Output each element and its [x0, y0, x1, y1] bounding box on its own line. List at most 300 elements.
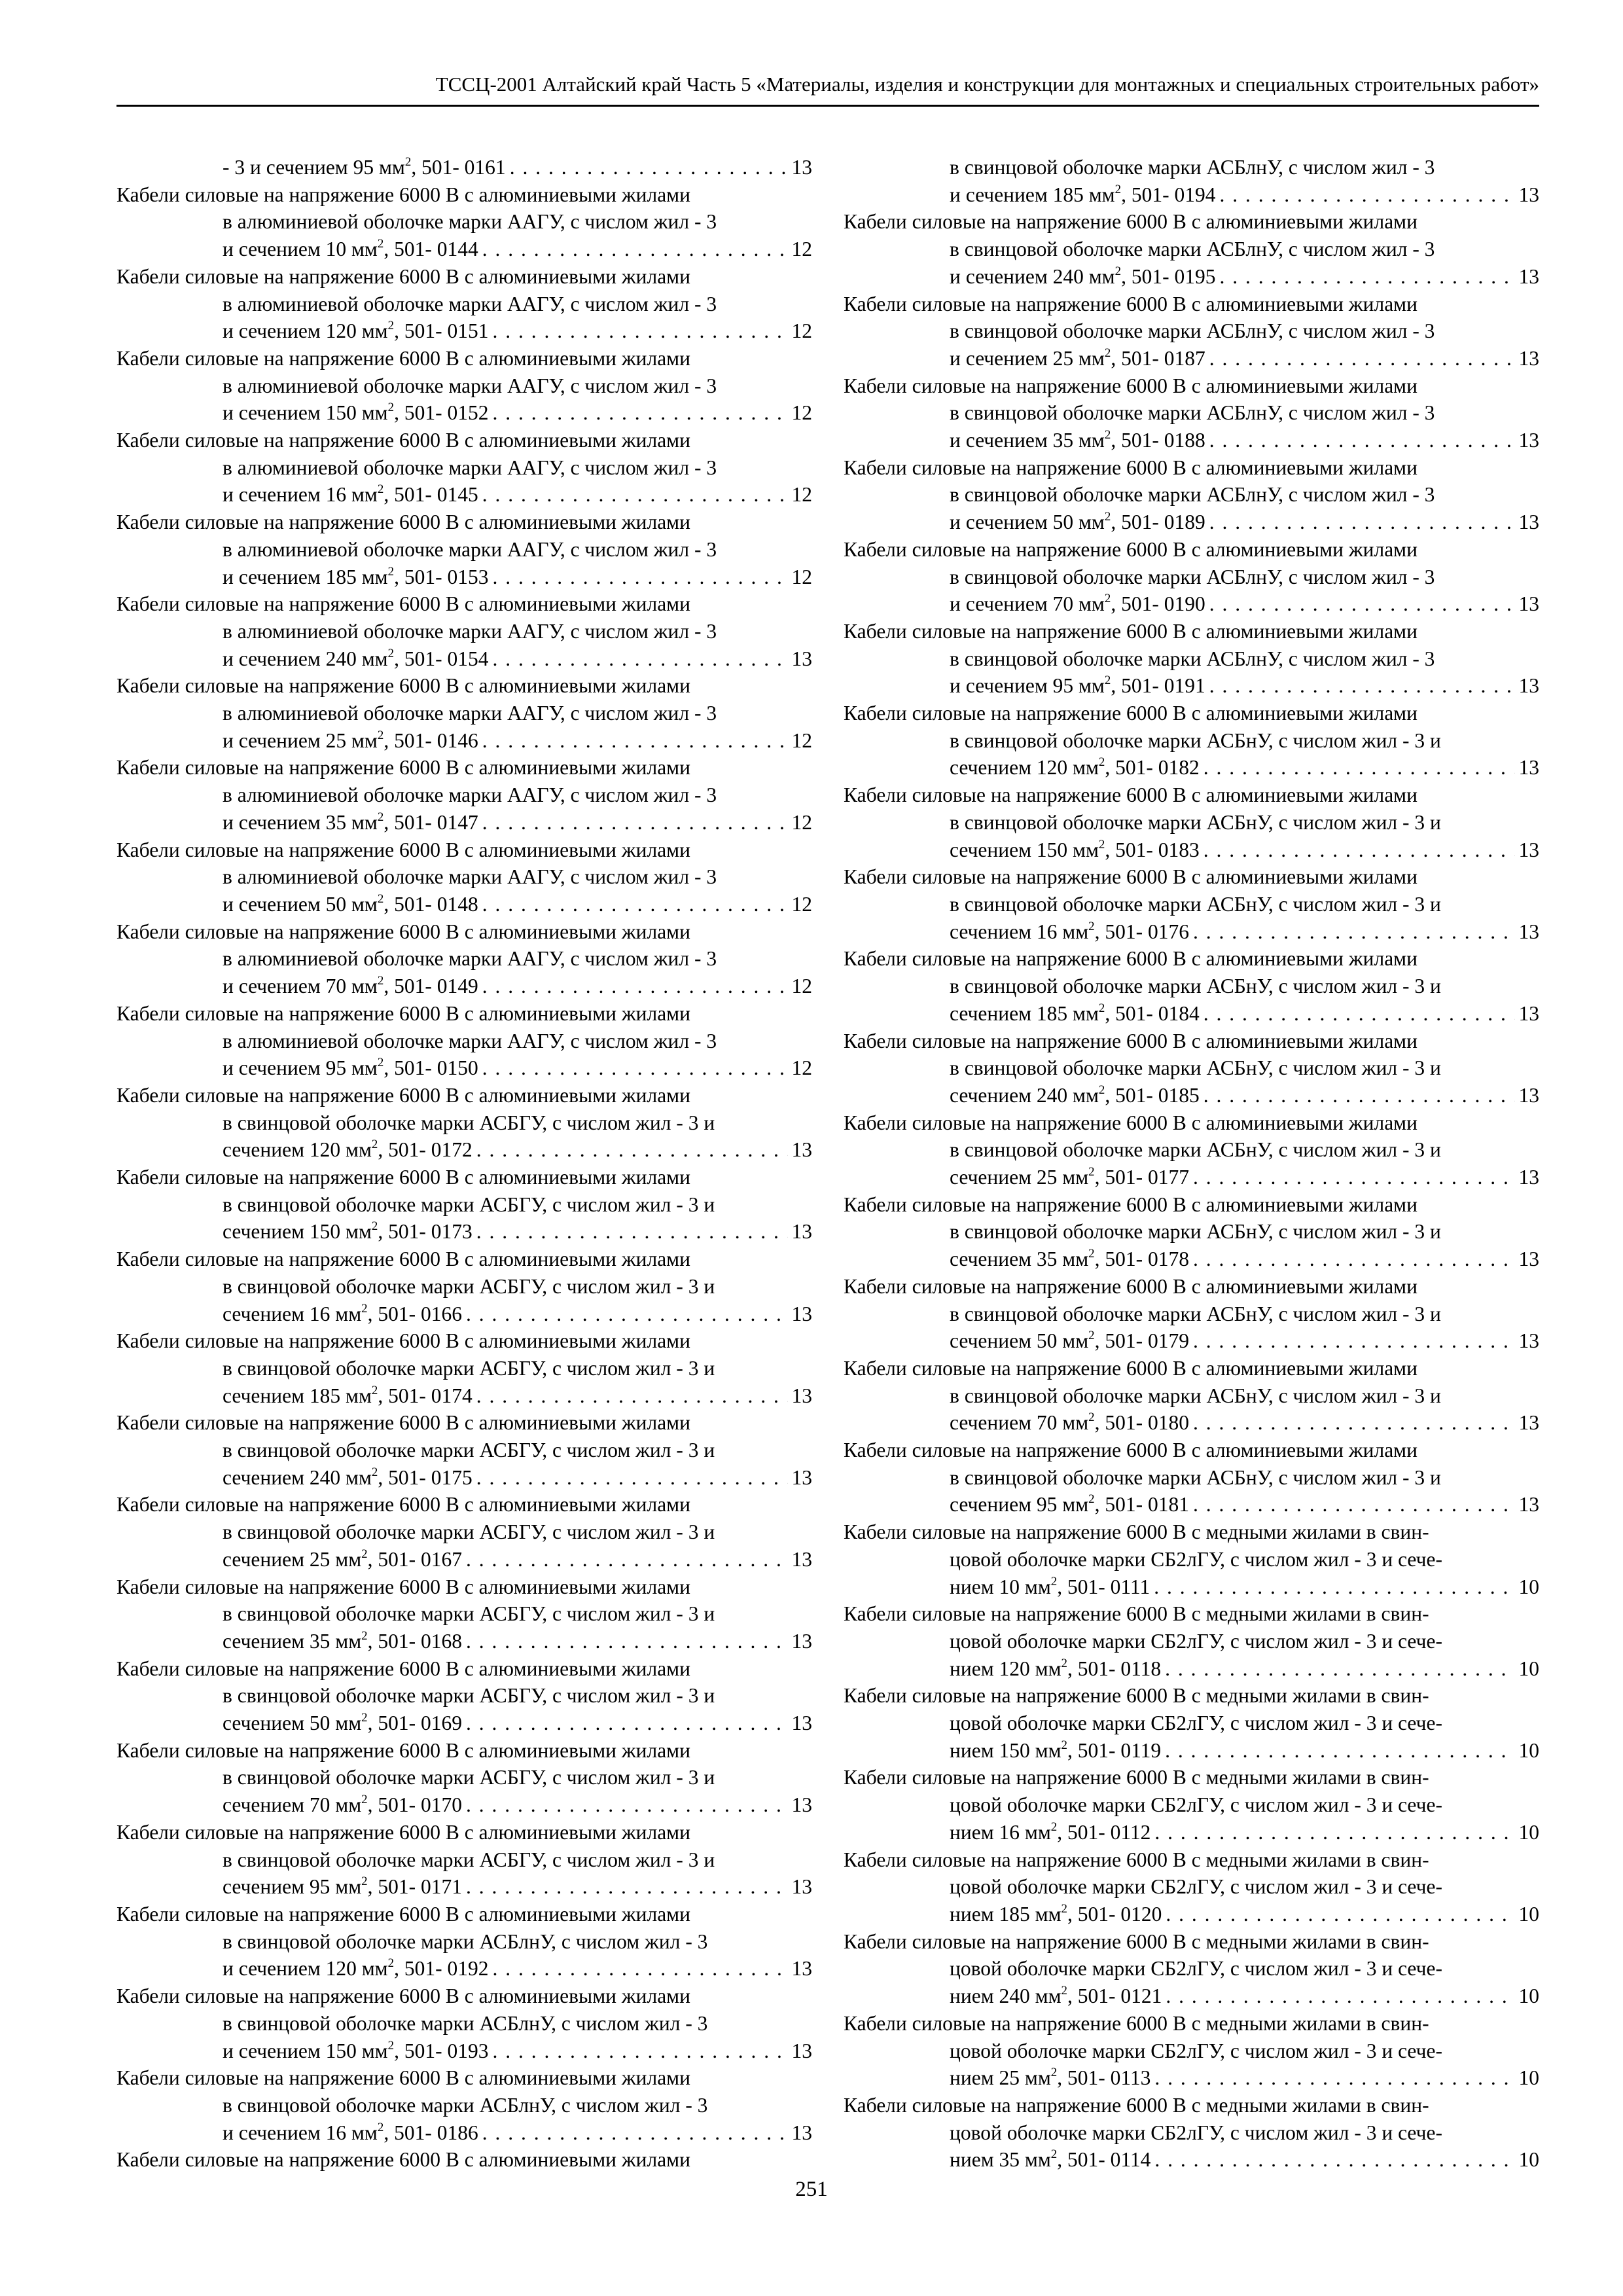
cross-section-text: нием 240 мм [950, 1984, 1061, 2008]
index-entry-text [223, 1873, 462, 1901]
unit-superscript: 2 [377, 810, 384, 824]
index-entry-text [950, 181, 1215, 209]
cross-section-text: нием 185 мм [950, 1903, 1061, 1926]
cross-section-text: и сечением 95 мм [223, 1056, 378, 1080]
index-entry-line: Кабели силовые на напряжение 6000 В с алюминиевыми жилами [116, 1001, 690, 1025]
index-entry [844, 1764, 1539, 1846]
dot-leader [1209, 590, 1515, 618]
index-entry-line: Кабели силовые на напряжение 6000 В с алюминиевыми жилами [116, 1657, 690, 1680]
item-code: , 501- 0154 [394, 647, 489, 670]
page-reference: 13 [1518, 1247, 1539, 1271]
index-entry [844, 1028, 1539, 1109]
index-entry-last-line [844, 2146, 1539, 2174]
index-entry-line: Кабели силовые на напряжение 6000 В с алюминиевыми жилами [844, 783, 1418, 807]
page-reference: 13 [1518, 756, 1539, 780]
index-entry-line: в алюминиевой оболочке марки ААГУ, с числом жил - 3 [223, 1029, 717, 1052]
index-entry-last-line [844, 263, 1539, 291]
cross-section-text: и сечением 120 мм [223, 1957, 388, 1981]
dot-leader [466, 1710, 788, 1737]
unit-superscript: 2 [361, 1874, 368, 1889]
index-entry-line: Кабели силовые на напряжение 6000 В с алюминиевыми жилами [116, 264, 690, 288]
index-entry-text [950, 1573, 1150, 1601]
cross-section-text: и сечением 150 мм [223, 401, 388, 425]
page-reference: 12 [791, 483, 812, 507]
index-entry-text [950, 1000, 1200, 1028]
unit-superscript: 2 [1098, 755, 1105, 770]
index-entry-line: в свинцовой оболочке марки АСБлнУ, с числом жил - 3 [950, 647, 1435, 670]
index-entry-line: Кабели силовые на напряжение 6000 В с медными жилами в свин- [844, 2093, 1429, 2117]
index-entry [844, 372, 1539, 454]
index-entry-line: Кабели силовые на напряжение 6000 В с алюминиевыми жилами [844, 1029, 1418, 1052]
index-entry-line: Кабели силовые на напряжение 6000 В с алюминиевыми жилами [116, 183, 690, 206]
unit-superscript: 2 [1104, 427, 1111, 442]
index-entry-line: цовой оболочке марки СБ2лГУ, с числом жил - 3 и сече- [950, 2039, 1442, 2062]
index-entry-line: Кабели силовые на напряжение 6000 В с алюминиевыми жилами [116, 1820, 690, 1844]
index-entry-text [223, 891, 478, 918]
index-entry-line: в алюминиевой оболочке марки ААГУ, с числом жил - 3 [223, 374, 717, 397]
index-entry-last-line [844, 836, 1539, 864]
index-entry-last-line [844, 1000, 1539, 1028]
item-code: , 501- 0169 [367, 1712, 462, 1735]
index-entry-line: цовой оболочке марки СБ2лГУ, с числом жил - 3 и сече- [950, 1547, 1442, 1571]
unit-superscript: 2 [1088, 1492, 1095, 1507]
index-entry [844, 1273, 1539, 1355]
dot-leader [466, 1628, 788, 1655]
page-reference: 13 [791, 647, 812, 670]
index-entry-line: в свинцовой оболочке марки АСБГУ, с числом жил - 3 и [223, 1684, 715, 1708]
unit-superscript: 2 [1061, 1656, 1067, 1670]
index-entry [116, 1409, 812, 1491]
index-entry-line: Кабели силовые на напряжение 6000 В с медными жилами в свин- [844, 1929, 1429, 1953]
index-entry [116, 2146, 812, 2174]
page-reference: 13 [791, 1465, 812, 1489]
index-entry-last-line [116, 1873, 812, 1901]
index-entry-line: Кабели силовые на напряжение 6000 В с алюминиевыми жилами [116, 2066, 690, 2090]
index-entry [116, 918, 812, 1000]
index-entry-last-line [844, 1819, 1539, 1846]
index-entry [844, 945, 1539, 1027]
index-entry-text [223, 1218, 473, 1246]
index-entry-line: в свинцовой оболочке марки АСБГУ, с числом жил - 3 и [223, 1193, 715, 1216]
cross-section-text: сечением 25 мм [223, 1547, 362, 1571]
index-entry-last-line [116, 154, 812, 181]
index-entry-line: Кабели силовые на напряжение 6000 В с алюминиевыми жилами [116, 1575, 690, 1598]
index-entry-last-line [116, 481, 812, 509]
cross-section-text: и сечением 70 мм [950, 592, 1105, 616]
index-entry-line: в свинцовой оболочке марки АСБнУ, с числом жил - 3 и [950, 892, 1441, 916]
item-code: , 501- 0149 [383, 975, 478, 998]
index-entry-last-line [116, 645, 812, 673]
page-reference: 10 [1518, 1738, 1539, 1762]
index-entry-text [223, 1054, 478, 1082]
dot-leader [1204, 1082, 1515, 1109]
page-reference: 13 [1518, 264, 1539, 288]
index-entry-line: Кабели силовые на напряжение 6000 В с медными жилами в свин- [844, 1520, 1429, 1544]
index-column-left [116, 154, 812, 2174]
cross-section-text: сечением 35 мм [950, 1247, 1089, 1271]
index-entry-line: Кабели силовые на напряжение 6000 В с алюминиевыми жилами [116, 838, 690, 861]
item-code: , 501- 0161 [411, 156, 506, 179]
page-reference: 13 [791, 1712, 812, 1735]
index-entry-text [223, 727, 478, 755]
page-reference: 13 [791, 1629, 812, 1653]
index-entry-text [950, 1082, 1200, 1109]
page-reference: 13 [1518, 429, 1539, 452]
index-entry [116, 1819, 812, 1901]
index-entry-text [223, 1464, 473, 1492]
index-entry-line: Кабели силовые на напряжение 6000 В с алюминиевыми жилами [844, 537, 1418, 561]
index-entry [116, 345, 812, 427]
index-entry-last-line [116, 809, 812, 836]
index-entry [844, 291, 1539, 372]
unit-superscript: 2 [1115, 182, 1122, 196]
cross-section-text: и сечением 35 мм [950, 429, 1105, 452]
item-code: , 501- 0192 [394, 1957, 489, 1981]
page-number: 251 [795, 2178, 828, 2201]
index-entry-last-line [844, 1573, 1539, 1601]
index-entry-text [223, 1955, 488, 1982]
unit-superscript: 2 [1104, 509, 1111, 524]
index-entry-last-line [844, 1737, 1539, 1765]
index-entry-line: в свинцовой оболочке марки АСБлнУ, с числом жил - 3 [950, 401, 1435, 425]
index-entry-line: в свинцовой оболочке марки АСБГУ, с числом жил - 3 и [223, 1111, 715, 1134]
index-entry-last-line [844, 590, 1539, 618]
index-entry [116, 1164, 812, 1246]
item-code: , 501- 0113 [1057, 2066, 1151, 2090]
cross-section-text: нием 16 мм [950, 1820, 1051, 1844]
dot-leader [1165, 1737, 1514, 1765]
index-entry-text [223, 236, 478, 263]
index-entry-text [950, 1327, 1189, 1355]
unit-superscript: 2 [1098, 1001, 1105, 1015]
unit-superscript: 2 [361, 1301, 368, 1316]
index-entry-line: Кабели силовые на напряжение 6000 В с алюминиевыми жилами [116, 1247, 690, 1271]
cross-section-text: и сечением 240 мм [950, 264, 1115, 288]
dot-leader [492, 564, 787, 591]
index-entry-line: Кабели силовые на напряжение 6000 В с алюминиевыми жилами [844, 292, 1418, 315]
item-code: , 501- 0146 [383, 728, 478, 752]
unit-superscript: 2 [1104, 346, 1111, 360]
cross-section-text: сечением 120 мм [950, 756, 1099, 780]
cross-section-text: сечением 70 мм [950, 1411, 1089, 1435]
index-entry-text [223, 2037, 488, 2065]
index-entry-line: в свинцовой оболочке марки АСБГУ, с числом жил - 3 и [223, 1274, 715, 1298]
index-entry-line: в алюминиевой оболочке марки ААГУ, с числом жил - 3 [223, 210, 717, 234]
unit-superscript: 2 [387, 401, 395, 415]
dot-leader [510, 154, 788, 181]
dot-leader [1154, 1573, 1514, 1601]
item-code: , 501- 0181 [1094, 1493, 1189, 1516]
index-entry-line: в свинцовой оболочке марки АСБлнУ, с числом жил - 3 [950, 483, 1435, 507]
unit-superscript: 2 [1061, 1901, 1067, 1916]
index-entry-last-line [116, 236, 812, 263]
dot-leader [466, 1546, 788, 1573]
cross-section-text: и сечением 120 мм [223, 319, 388, 343]
index-entry-last-line [116, 727, 812, 755]
dot-leader [482, 2119, 788, 2147]
dot-leader [1193, 1164, 1515, 1191]
index-entry [844, 1437, 1539, 1518]
page-reference: 10 [1518, 1820, 1539, 1844]
index-entry-last-line [116, 1546, 812, 1573]
page-reference: 12 [791, 319, 812, 343]
page-reference: 13 [791, 1957, 812, 1981]
cross-section-text: и сечением 185 мм [950, 183, 1115, 206]
index-entry-line: Кабели силовые на напряжение 6000 В с алюминиевыми жилами [844, 456, 1418, 479]
unit-superscript: 2 [1088, 1164, 1095, 1179]
page-reference: 12 [791, 1056, 812, 1080]
index-entry-line: Кабели силовые на напряжение 6000 В с алюминиевыми жилами [116, 592, 690, 616]
page-reference: 13 [1518, 1411, 1539, 1435]
page-reference: 10 [1518, 1903, 1539, 1926]
unit-superscript: 2 [387, 319, 395, 332]
dot-leader [1204, 836, 1515, 864]
index-entry-text [223, 809, 478, 836]
item-code: , 501- 0175 [378, 1465, 473, 1489]
index-entry-text [223, 1791, 462, 1819]
page-reference: 13 [1518, 346, 1539, 370]
dot-leader [492, 317, 787, 345]
index-entry-line: Кабели силовые на напряжение 6000 В с алюминиевыми жилами [844, 1274, 1418, 1298]
unit-superscript: 2 [1098, 1083, 1105, 1097]
index-entry-text [950, 1901, 1162, 1928]
item-code: , 501- 0112 [1057, 1820, 1151, 1844]
page-reference: 13 [791, 1138, 812, 1162]
dot-leader [492, 2037, 787, 2065]
index-entry [116, 1655, 812, 1737]
dot-leader [482, 891, 788, 918]
page-reference: 13 [791, 1875, 812, 1899]
index-entry [116, 1000, 812, 1082]
dot-leader [1204, 1000, 1515, 1028]
index-entry-last-line [116, 1300, 812, 1328]
cross-section-text: сечением 150 мм [950, 838, 1099, 861]
index-entry-line: Кабели силовые на напряжение 6000 В с алюминиевыми жилами [116, 429, 690, 452]
index-entry-text [950, 1409, 1189, 1437]
index-entry [116, 1491, 812, 1573]
index-entry-line: цовой оболочке марки СБ2лГУ, с числом жил - 3 и сече- [950, 2121, 1442, 2144]
index-entry [844, 2010, 1539, 2092]
unit-superscript: 2 [371, 1138, 378, 1152]
header-rule [116, 105, 1539, 107]
item-code: , 501- 0174 [378, 1384, 473, 1407]
index-entry-text [950, 1737, 1161, 1765]
index-entry-last-line [116, 1791, 812, 1819]
item-code: , 501- 0114 [1057, 2148, 1151, 2172]
index-entry-line: в свинцовой оболочке марки АСБнУ, с числом жил - 3 и [950, 1465, 1441, 1489]
index-entry-last-line [844, 918, 1539, 946]
index-entry-line: Кабели силовые на напряжение 6000 В с алюминиевыми жилами [116, 1166, 690, 1189]
page-reference: 13 [1518, 920, 1539, 943]
unit-superscript: 2 [377, 482, 384, 497]
index-entry-line: Кабели силовые на напряжение 6000 В с алюминиевыми жилами [844, 619, 1418, 643]
cross-section-text: и сечением 16 мм [223, 2121, 378, 2144]
cross-section-text: сечением 50 мм [950, 1329, 1089, 1353]
item-code: , 501- 0189 [1111, 511, 1205, 534]
item-code: , 501- 0176 [1094, 920, 1189, 943]
index-entry-last-line [116, 1136, 812, 1164]
item-code: , 501- 0195 [1121, 264, 1216, 288]
index-entry-line: в свинцовой оболочке марки АСБГУ, с числом жил - 3 и [223, 1520, 715, 1544]
index-entry-text [223, 481, 478, 509]
index-entry-last-line [844, 1409, 1539, 1437]
index-entry-line: в свинцовой оболочке марки АСБнУ, с числом жил - 3 и [950, 975, 1441, 998]
index-entry-text [950, 2064, 1150, 2092]
page-reference: 13 [1518, 1166, 1539, 1189]
index-entry-line: Кабели силовые на напряжение 6000 В с алюминиевыми жилами [116, 1493, 690, 1516]
unit-superscript: 2 [1088, 1329, 1095, 1343]
index-entry-line: Кабели силовые на напряжение 6000 В с медными жилами в свин- [844, 1602, 1429, 1626]
item-code: , 501- 0111 [1057, 1575, 1150, 1598]
index-entry-line: в свинцовой оболочке марки АСБнУ, с числом жил - 3 и [950, 1056, 1441, 1080]
index-entry [844, 781, 1539, 863]
item-code: , 501- 0173 [378, 1220, 473, 1244]
dot-leader [476, 1218, 788, 1246]
index-entry-text [950, 1655, 1161, 1683]
index-entry-line: в свинцовой оболочке марки АСБлнУ, с числом жил - 3 [223, 1929, 708, 1953]
index-entry-text [950, 590, 1205, 618]
index-entry-last-line [116, 2119, 812, 2147]
index-entry-text [950, 263, 1215, 291]
dot-leader [1209, 672, 1515, 700]
index-entry-line: Кабели силовые на напряжение 6000 В с алюминиевыми жилами [844, 1111, 1418, 1134]
index-entry-line: цовой оболочке марки СБ2лГУ, с числом жил - 3 и сече- [950, 1957, 1442, 1981]
index-entry [116, 590, 812, 672]
index-entry-line: в алюминиевой оболочке марки ААГУ, с числом жил - 3 [223, 783, 717, 807]
index-entry [844, 2092, 1539, 2174]
index-entry-line: Кабели силовые на напряжение 6000 В с алюминиевыми жилами [116, 920, 690, 943]
index-entry-last-line [844, 1655, 1539, 1683]
dot-leader [1209, 427, 1515, 454]
index-entry-text [223, 1136, 473, 1164]
index-entry-line: цовой оболочке марки СБ2лГУ, с числом жил - 3 и сече- [950, 1793, 1442, 1817]
index-entry-text [950, 1491, 1189, 1518]
cross-section-text: сечением 50 мм [223, 1712, 362, 1735]
page-reference: 13 [1518, 183, 1539, 206]
item-code: , 501- 0178 [1094, 1247, 1189, 1271]
index-entry [116, 154, 812, 181]
item-code: , 501- 0152 [394, 401, 489, 425]
index-entry [116, 1246, 812, 1327]
dot-leader [1193, 1409, 1515, 1437]
page-reference: 12 [791, 892, 812, 916]
item-code: , 501- 0179 [1094, 1329, 1189, 1353]
unit-superscript: 2 [1050, 1574, 1058, 1588]
cross-section-text: сечением 25 мм [950, 1166, 1089, 1189]
dot-leader [466, 1873, 788, 1901]
unit-superscript: 2 [387, 2038, 395, 2053]
index-entry-line: Кабели силовые на напряжение 6000 В с медными жилами в свин- [844, 1848, 1429, 1871]
cross-section-text: и сечением 10 мм [223, 238, 378, 261]
index-entry-text [223, 1710, 462, 1737]
item-code: , 501- 0187 [1111, 346, 1205, 370]
index-entry-last-line [116, 973, 812, 1000]
index-entry [844, 618, 1539, 700]
item-code: , 501- 0150 [383, 1056, 478, 1080]
item-code: , 501- 0144 [383, 238, 478, 261]
index-entry-last-line [844, 1982, 1539, 2010]
item-code: , 501- 0147 [383, 810, 478, 834]
item-code: , 501- 0167 [367, 1547, 462, 1571]
index-entry-line: цовой оболочке марки СБ2лГУ, с числом жил - 3 и сече- [950, 1629, 1442, 1653]
index-entry [116, 1901, 812, 1982]
index-entry-line: Кабели силовые на напряжение 6000 В с алюминиевыми жилами [116, 2148, 690, 2172]
index-entry-text [950, 836, 1200, 864]
unit-superscript: 2 [1098, 837, 1105, 852]
index-entry-last-line [844, 1246, 1539, 1273]
page-reference: 13 [791, 1302, 812, 1325]
unit-superscript: 2 [371, 1465, 378, 1479]
cross-section-text: нием 120 мм [950, 1657, 1061, 1680]
index-entry-line: в алюминиевой оболочке марки ААГУ, с числом жил - 3 [223, 456, 717, 479]
unit-superscript: 2 [377, 728, 384, 742]
item-code: , 501- 0182 [1105, 756, 1200, 780]
unit-superscript: 2 [1088, 1410, 1095, 1425]
index-entry-text [950, 672, 1205, 700]
index-entry-line: Кабели силовые на напряжение 6000 В с алюминиевыми жилами [116, 756, 690, 780]
index-entry-line: в свинцовой оболочке марки АСБлнУ, с числом жил - 3 [223, 2093, 708, 2117]
index-entry-line: в свинцовой оболочке марки АСБлнУ, с числом жил - 3 [950, 319, 1435, 343]
index-entry-text [950, 1164, 1189, 1191]
item-code: , 501- 0145 [383, 483, 478, 507]
index-entry-line: Кабели силовые на напряжение 6000 В с алюминиевыми жилами [844, 374, 1418, 397]
index-entry-last-line [116, 1628, 812, 1655]
dot-leader [1154, 2146, 1514, 2174]
index-entry-last-line [844, 181, 1539, 209]
dot-leader [1154, 1819, 1514, 1846]
dot-leader [476, 1382, 788, 1410]
item-code: , 501- 0191 [1111, 674, 1205, 698]
item-code: , 501- 0153 [394, 565, 489, 588]
item-code: , 501- 0168 [367, 1629, 462, 1653]
index-entry-line: в свинцовой оболочке марки АСБнУ, с числом жил - 3 и [950, 1384, 1441, 1407]
index-entry-line: в свинцовой оболочке марки АСБнУ, с числом жил - 3 и [950, 1302, 1441, 1325]
cross-section-text: сечением 95 мм [950, 1493, 1089, 1516]
cross-section-text: сечением 70 мм [223, 1793, 362, 1817]
index-entry-last-line [844, 754, 1539, 781]
unit-superscript: 2 [361, 1547, 368, 1561]
index-entry-text [950, 1819, 1150, 1846]
index-entry [844, 1109, 1539, 1191]
page-reference: 13 [791, 1220, 812, 1244]
dot-leader [482, 973, 788, 1000]
unit-superscript: 2 [377, 891, 384, 906]
index-entry-line: Кабели силовые на напряжение 6000 В с алюминиевыми жилами [116, 674, 690, 698]
dot-leader [466, 1791, 788, 1819]
index-entry [116, 1982, 812, 2064]
unit-superscript: 2 [1050, 2066, 1058, 2079]
index-entry-text [950, 345, 1205, 372]
unit-superscript: 2 [1088, 919, 1095, 933]
index-entry-line: Кабели силовые на напряжение 6000 В с алюминиевыми жилами [116, 1903, 690, 1926]
index-entry-last-line [844, 1327, 1539, 1355]
unit-superscript: 2 [377, 236, 384, 251]
index-entry-line: Кабели силовые на напряжение 6000 В с алюминиевыми жилами [844, 1193, 1418, 1216]
index-entry-last-line [844, 1491, 1539, 1518]
cross-section-text: сечением 16 мм [950, 920, 1089, 943]
page-reference: 13 [1518, 1001, 1539, 1025]
dot-leader [1193, 1246, 1515, 1273]
dot-leader [476, 1136, 788, 1164]
index-entry [844, 536, 1539, 618]
item-code: , 501- 0121 [1067, 1984, 1162, 2008]
page-reference: 13 [1518, 674, 1539, 698]
index-entry [116, 509, 812, 590]
dot-leader [1193, 918, 1515, 946]
unit-superscript: 2 [377, 973, 384, 988]
page-reference: 12 [791, 728, 812, 752]
dot-leader [492, 1955, 787, 1982]
